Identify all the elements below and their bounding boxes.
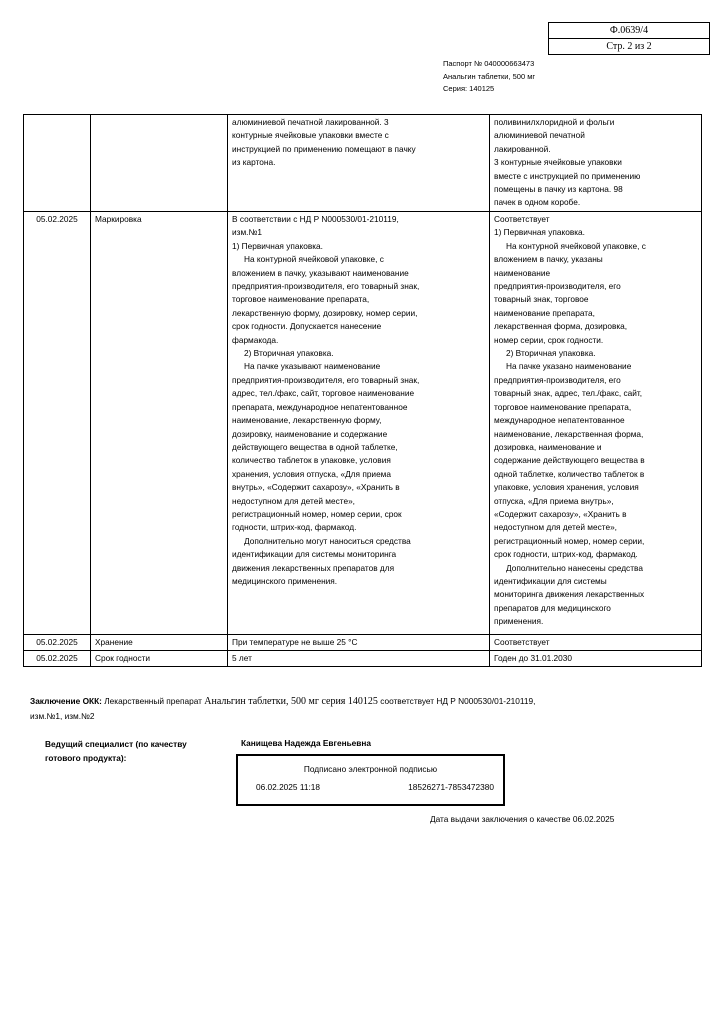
conclusion-label: Заключение ОКК: (30, 696, 102, 706)
result-line: содержание действующего вещества в (494, 455, 645, 466)
result-line: недоступном для детей месте», (494, 522, 617, 533)
row-date: 05.02.2025 (24, 651, 91, 667)
requirement-line: идентификации для системы мониторинга (232, 549, 397, 560)
result-line: На пачке указано наименование (506, 361, 632, 372)
result-line: На контурной ячейковой упаковке, с (506, 240, 646, 251)
requirement-line: контурные ячейковые упаковки вместе с (232, 130, 389, 141)
requirement-line: медицинского применения. (232, 575, 338, 586)
specialist-name: Канищева Надежда Евгеньевна (241, 738, 372, 748)
result-line: товарный знак, торговое (494, 294, 589, 305)
signature-title: Подписано электронной подписью (303, 764, 438, 774)
passport-header (443, 58, 535, 96)
specialist-role-line: Ведущий специалист (по качеству (45, 739, 187, 749)
table-row (24, 635, 702, 651)
row-result: Годен до 31.01.2030 (490, 651, 702, 667)
result-line: упаковке, условия хранения, условия (494, 482, 639, 493)
requirement-line: На пачке указывают наименование (244, 361, 381, 372)
requirement-line: движения лекарственных препаратов для (232, 562, 395, 573)
signature-datetime: 06.02.2025 11:18 (256, 782, 320, 792)
row-result (490, 115, 702, 212)
result-line: препаратов для медицинского (494, 602, 611, 613)
requirement-line: препарата, международное непатентованное (232, 401, 408, 412)
specialist-role (45, 738, 187, 765)
page-number: Стр. 2 из 2 (549, 38, 709, 54)
row-requirement: При температуре не выше 25 °С (228, 635, 490, 651)
result-line: лекарственная форма, дозировка, (494, 321, 628, 332)
table-row (24, 115, 702, 212)
requirement-line: адрес, тел./факс, сайт, торговое наименование (232, 388, 415, 399)
result-line: «Содержит сахарозу», «Хранить в (494, 508, 627, 519)
requirement-line: регистрационный номер, номер серии, срок (232, 508, 402, 519)
result-line: номер серии, срок годности. (494, 334, 604, 345)
requirement-line: фармакода. (232, 334, 279, 345)
requirement-line: дозировку, наименование и содержание (232, 428, 388, 439)
requirement-line: На контурной ячейковой упаковке, с (244, 254, 384, 265)
result-line: помещены в пачку из картона. 98 (494, 184, 623, 195)
requirement-line: предприятия-производителя, его товарный знак, (232, 374, 420, 385)
signature-certificate: 18526271-7853472380 (408, 782, 494, 792)
result-line: Дополнительно нанесены средства (506, 562, 643, 573)
form-code: Ф.0639/4 (609, 25, 649, 36)
passport-number: Паспорт № 040000663473 (443, 59, 535, 68)
qc-conclusion (30, 694, 690, 724)
requirement-line: изм.№1 (232, 227, 262, 238)
result-line: лакированной. (494, 143, 551, 154)
requirement-line: Дополнительно могут наноситься средства (244, 535, 411, 546)
result-line: 3 контурные ячейковые упаковки (494, 157, 622, 168)
row-requirement: 5 лет (228, 651, 490, 667)
result-line: вместе с инструкцией по применению (494, 170, 641, 181)
result-line: Соответствует (494, 214, 550, 224)
requirement-line: 2) Вторичная упаковка. (244, 348, 334, 359)
requirement-line: лекарственную форму, дозировку, номер серии, (232, 307, 418, 318)
requirement-line: недоступном для детей месте», (232, 495, 355, 506)
result-line: алюминиевой печатной (494, 130, 585, 141)
result-line: международное непатентованное (494, 415, 625, 426)
result-line: отпуска, «Для приема внутрь», (494, 495, 614, 506)
requirement-line: 1) Первичная упаковка. (232, 240, 323, 251)
conclusion-product: Анальгин таблетки, 500 мг серия 140125 (204, 696, 378, 707)
result-line: мониторинга движения лекарственных (494, 589, 645, 600)
result-line: одной таблетке, количество таблеток в (494, 468, 645, 479)
issue-date-label: Дата выдачи заключения о качестве (430, 814, 571, 824)
requirement-line: инструкцией по применению помещают в пачку (232, 143, 416, 154)
product-name: Анальгин таблетки, 500 мг (443, 71, 536, 81)
result-line: дозировка, наименование и (494, 441, 602, 452)
result-line: срок годности, штрих-код, фармакод. (494, 549, 638, 560)
requirement-line: алюминиевой печатной лакированной. 3 (232, 117, 389, 127)
result-line: предприятия-производителя, его (494, 374, 621, 385)
table-row (24, 651, 702, 667)
series-number: Серия: 140125 (443, 84, 495, 93)
result-line: наименование (494, 267, 551, 278)
conclusion-text: Лекарственный препарат (104, 696, 202, 706)
requirement-line: торговое наименование препарата, (232, 294, 370, 305)
row-parameter: Маркировка (91, 212, 228, 635)
requirement-line: наименование, лекарственную форму, (232, 415, 382, 426)
result-line: товарный знак, адрес, тел./факс, сайт, (494, 388, 643, 399)
requirement-line: предприятия-производителя, его товарный знак, (232, 281, 420, 292)
row-result (490, 212, 702, 635)
electronic-signature-box (236, 754, 505, 806)
requirement-line: количество таблеток в упаковке, условия (232, 455, 391, 466)
result-line: идентификации для системы (494, 575, 607, 586)
row-date: 05.02.2025 (24, 635, 91, 651)
requirement-line: действующего вещества в одной таблетке, (232, 441, 398, 452)
result-line: 2) Вторичная упаковка. (506, 348, 596, 359)
conclusion-amendments: изм.№1, изм.№2 (30, 711, 95, 721)
requirement-line: годности, штрих-код, фармакод. (232, 522, 357, 533)
row-date: 05.02.2025 (24, 212, 91, 635)
row-parameter: Срок годности (91, 651, 228, 667)
result-line: вложением в пачку, указаны (494, 254, 603, 265)
result-line: поливинилхлоридной и фольги (494, 117, 615, 127)
form-code-box (548, 22, 710, 55)
row-parameter (91, 115, 228, 212)
result-line: наименование препарата, (494, 307, 595, 318)
result-line: регистрационный номер, номер серии, (494, 535, 645, 546)
issue-date: 06.02.2025 (572, 814, 615, 824)
row-requirement (228, 212, 490, 635)
requirement-line: срок годности. Допускается нанесение (232, 321, 382, 332)
specialist-role-line: готового продукта): (45, 752, 127, 763)
requirement-line: внутрь», «Содержит сахарозу», «Хранить в (232, 482, 400, 493)
requirement-line: вложением в пачку, указывают наименование (232, 267, 409, 278)
row-result: Соответствует (490, 635, 702, 651)
table-row (24, 212, 702, 635)
requirement-line: из картона. (232, 157, 276, 168)
result-line: предприятия-производителя, его (494, 281, 621, 292)
result-line: 1) Первичная упаковка. (494, 227, 585, 238)
result-line: пачек в одном коробе. (494, 197, 581, 208)
row-parameter: Хранение (91, 635, 228, 651)
conclusion-standard: соответствует НД Р N000530/01-210119, (380, 696, 536, 706)
row-requirement (228, 115, 490, 212)
result-line: наименование, лекарственная форма, (494, 428, 644, 439)
row-date (24, 115, 91, 212)
quality-table (23, 114, 702, 667)
issue-date-line (430, 814, 614, 824)
result-line: применения. (494, 616, 544, 627)
requirement-line: В соответствии с НД Р N000530/01-210119, (232, 214, 399, 224)
result-line: торговое наименование препарата, (494, 401, 632, 412)
requirement-line: хранения, условия отпуска, «Для приема (232, 468, 391, 479)
